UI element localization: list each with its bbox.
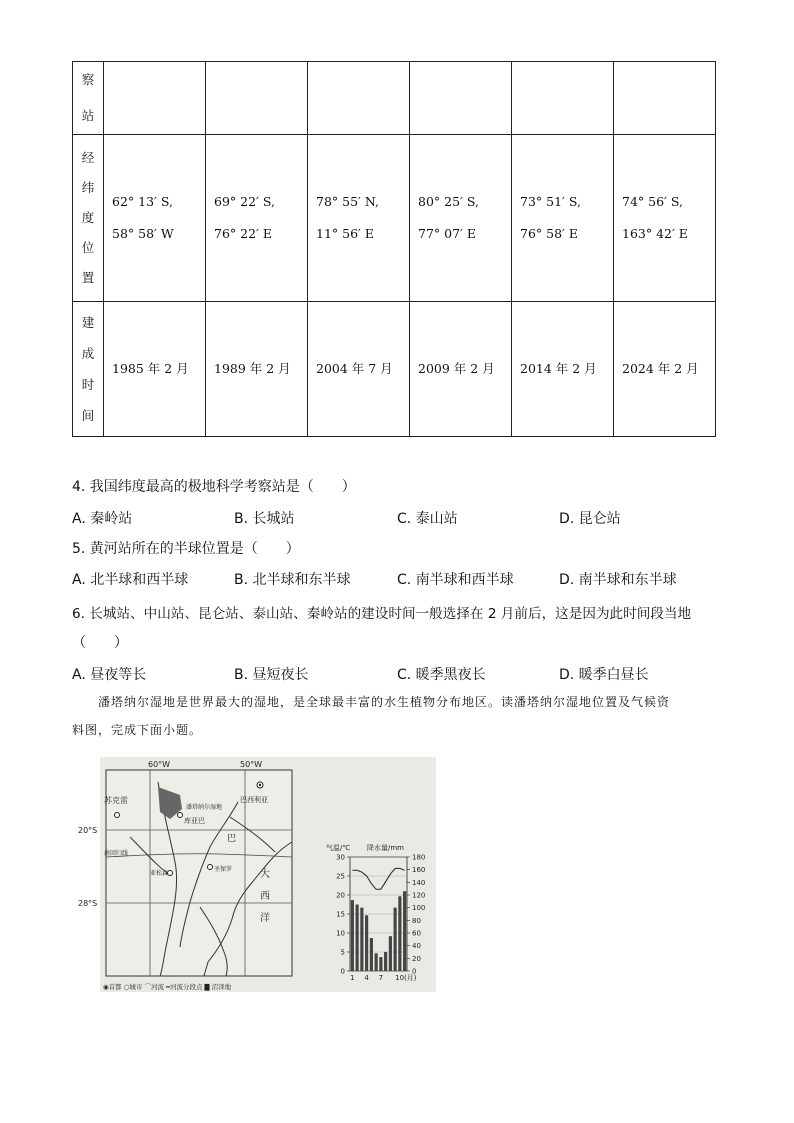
place-label: 圣保罗 [214, 866, 233, 873]
temp-tick-label: 25 [336, 872, 345, 881]
longitude: 58° 58′ W [112, 226, 174, 241]
precip-tick-label: 80 [412, 916, 421, 925]
lon-label: 60°W [148, 760, 171, 769]
precip-axis-label: 降水量/mm [367, 844, 404, 852]
precip-bar [403, 891, 406, 971]
x-tick-label: 7 [378, 974, 384, 982]
place-label: 南回归线 [104, 850, 129, 857]
lat-label: 28°S [78, 899, 98, 908]
temp-line [352, 868, 404, 889]
map-climate-figure [78, 757, 436, 992]
option-b[interactable]: B. 长城站 [234, 511, 295, 527]
header-char: 纬 [81, 180, 95, 195]
header-char: 站 [81, 108, 95, 123]
map-legend: ◉首都 ○城市 ⌒河流 ━河流分段点 ▇ 沼泽地 [103, 983, 232, 991]
table-cell [206, 62, 308, 135]
date-cell: 1989 年 2 月 [206, 302, 308, 437]
table-cell [512, 62, 614, 135]
x-tick-label: 10(月) [395, 974, 417, 982]
position-cell [206, 135, 308, 302]
longitude: 76° 58′ E [520, 226, 578, 241]
longitude: 163° 42′ E [622, 226, 688, 241]
precip-bar [365, 915, 368, 971]
date-cell: 2004 年 7 月 [308, 302, 410, 437]
header-position-text [73, 143, 103, 293]
question-5: 5. 黄河站所在的半球位置是（ ） [72, 541, 300, 557]
precip-tick-label: 60 [412, 929, 421, 938]
precip-bar [389, 936, 392, 971]
position-cell [512, 135, 614, 302]
table-row [73, 302, 716, 437]
header-char: 察 [81, 72, 95, 87]
place-label: 潘塔纳尔湿地 [186, 804, 223, 811]
precip-tick-label: 40 [412, 942, 421, 951]
precip-tick-label: 160 [412, 866, 426, 875]
precip-bar [384, 952, 387, 971]
question-6-bracket: （ ） [72, 635, 128, 651]
precip-bar [375, 953, 378, 971]
table-row [73, 135, 716, 302]
precip-bar [351, 900, 354, 971]
passage-line: 料图，完成下面小题。 [72, 723, 203, 737]
latitude: 80° 25′ S, [418, 194, 479, 209]
precip-tick-label: 0 [412, 967, 417, 976]
lat-label: 20°S [78, 826, 98, 835]
place-label: 库亚巴 [184, 817, 205, 825]
precip-tick-label: 180 [412, 853, 426, 862]
place-label: 亚松森 [150, 870, 169, 877]
latitude: 78° 55′ N, [316, 194, 379, 209]
header-char: 成 [81, 345, 95, 361]
option-a[interactable]: A. 昼夜等长 [72, 667, 147, 683]
precip-bar [370, 938, 373, 971]
region-label: 巴 [227, 834, 237, 844]
precip-tick-label: 20 [412, 954, 421, 963]
temp-tick-label: 20 [336, 891, 345, 900]
precip-bar [360, 908, 363, 971]
latitude: 74° 56′ S, [622, 194, 683, 209]
passage-line: 潘塔纳尔湿地是世界最大的湿地，是全球最丰富的水生植物分布地区。读潘塔纳尔湿地位置及气候资 [98, 695, 671, 709]
row-header-position [73, 135, 104, 302]
ocean-label: 洋 [260, 913, 270, 924]
ocean-label: 西 [260, 891, 270, 902]
table-cell [308, 62, 410, 135]
position-cell [614, 135, 716, 302]
option-b[interactable]: B. 昼短夜长 [234, 667, 309, 683]
ocean-label: 大 [260, 869, 270, 880]
option-c[interactable]: C. 暖季黑夜长 [397, 667, 486, 683]
header-char: 间 [81, 407, 95, 423]
lon-label: 50°W [240, 760, 263, 769]
temp-tick-label: 0 [340, 967, 345, 976]
temp-tick-label: 5 [340, 948, 345, 957]
header-char: 置 [81, 270, 95, 285]
option-a[interactable]: A. 北半球和西半球 [72, 572, 189, 588]
header-char: 度 [81, 210, 95, 225]
table-cell [614, 62, 716, 135]
option-d[interactable]: D. 昆仑站 [559, 511, 621, 527]
x-tick-label: 1 [350, 974, 355, 982]
temp-tick-label: 30 [336, 853, 345, 862]
option-c[interactable]: C. 泰山站 [397, 511, 458, 527]
latitude: 73° 51′ S, [520, 194, 581, 209]
table-cell [104, 62, 206, 135]
header-station-text [73, 62, 103, 134]
position-cell [410, 135, 512, 302]
header-time-text [73, 307, 103, 431]
date-cell: 2024 年 2 月 [614, 302, 716, 437]
position-cell [104, 135, 206, 302]
precip-tick-label: 140 [412, 878, 426, 887]
passage [72, 688, 732, 744]
option-d[interactable]: D. 南半球和东半球 [559, 572, 677, 588]
longitude: 11° 56′ E [316, 226, 374, 241]
header-char: 位 [81, 240, 95, 255]
precip-tick-label: 100 [412, 904, 426, 913]
precip-tick-label: 120 [412, 891, 426, 900]
header-char: 经 [81, 150, 95, 165]
option-b[interactable]: B. 北半球和东半球 [234, 572, 351, 588]
position-cell [308, 135, 410, 302]
station-table [72, 61, 716, 437]
row-header-station [73, 62, 104, 135]
precip-bar [379, 957, 382, 971]
date-cell: 2009 年 2 月 [410, 302, 512, 437]
table-row [73, 62, 716, 135]
option-d[interactable]: D. 暖季白昼长 [559, 667, 649, 683]
x-tick-label: 4 [364, 974, 369, 982]
precip-bar [394, 908, 397, 971]
question-4: 4. 我国纬度最高的极地科学考察站是（ ） [72, 479, 356, 495]
temp-tick-label: 10 [336, 929, 345, 938]
climate-chart [100, 757, 436, 992]
question-6: 6. 长城站、中山站、昆仑站、泰山站、秦岭站的建设时间一般选择在 2 月前后，这是因为此时间段当地 [72, 606, 692, 622]
place-label: 苏克雷 [104, 796, 128, 805]
header-char: 建 [81, 314, 95, 330]
precip-bar [398, 896, 401, 971]
date-cell: 1985 年 2 月 [104, 302, 206, 437]
temp-axis-label: 气温/℃ [326, 844, 351, 852]
place-label: 巴西利亚 [240, 796, 268, 804]
option-a[interactable]: A. 秦岭站 [72, 511, 133, 527]
longitude: 76° 22′ E [214, 226, 272, 241]
table-cell [410, 62, 512, 135]
precip-bar [356, 905, 359, 972]
temp-tick-label: 15 [336, 910, 345, 919]
longitude: 77° 07′ E [418, 226, 476, 241]
latitude: 69° 22′ S, [214, 194, 275, 209]
row-header-build-time [73, 302, 104, 437]
option-c[interactable]: C. 南半球和西半球 [397, 572, 514, 588]
latitude: 62° 13′ S, [112, 194, 173, 209]
date-cell: 2014 年 2 月 [512, 302, 614, 437]
header-char: 时 [81, 376, 95, 392]
